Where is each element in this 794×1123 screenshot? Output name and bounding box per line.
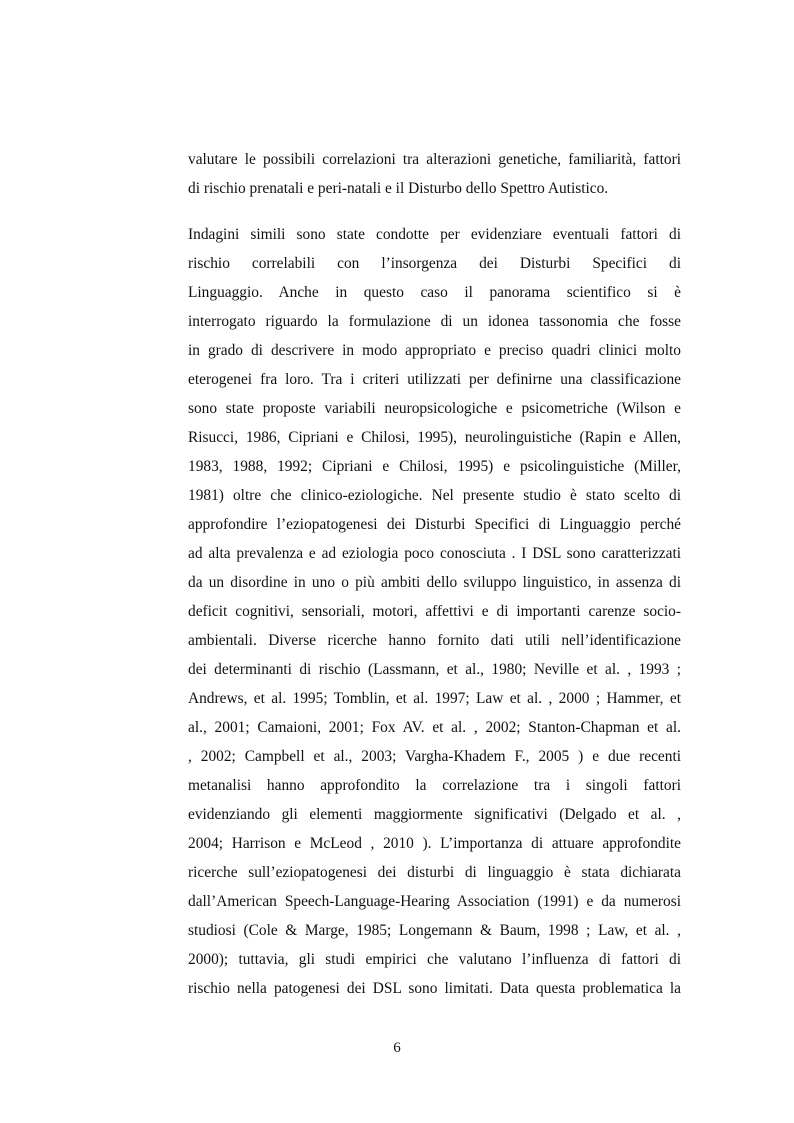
text-line: sono state proposte variabili neuropsicologiche e psicometriche (Wilson e: [188, 400, 681, 417]
text-line: dei determinanti di rischio (Lassmann, et al., 1980; Neville et al. , 1993 ;: [188, 661, 681, 678]
text-line: di rischio prenatali e peri-natali e il Disturbo dello Spettro Autistico.: [188, 180, 609, 197]
text-line: approfondire l’eziopatogenesi dei Disturbi Specifici di Linguaggio perché: [188, 516, 681, 533]
text-line: interrogato riguardo la formulazione di un idonea tassonomia che fosse: [188, 313, 681, 330]
text-line: Indagini simili sono state condotte per evidenziare eventuali fattori di: [188, 226, 681, 243]
text-line: eterogenei fra loro. Tra i criteri utilizzati per definirne una classificazione: [188, 371, 681, 388]
text-line: 2000); tuttavia, gli studi empirici che valutano l’influenza di fattori di: [188, 951, 681, 968]
text-line: 1983, 1988, 1992; Cipriani e Chilosi, 1995) e psicolinguistiche (Miller,: [188, 458, 681, 475]
text-line: valutare le possibili correlazioni tra alterazioni genetiche, familiarità, fattori: [188, 151, 681, 168]
text-line: in grado di descrivere in modo appropriato e preciso quadri clinici molto: [188, 342, 681, 359]
text-line: Linguaggio. Anche in questo caso il panorama scientifico si è: [188, 284, 681, 301]
paragraph-2: [188, 220, 681, 1003]
paragraph-1: [188, 145, 681, 203]
text-line: rischio nella patogenesi dei DSL sono limitati. Data questa problematica la: [188, 980, 681, 997]
text-line: ricerche sull’eziopatogenesi dei disturbi di linguaggio è stata dichiarata: [188, 864, 681, 881]
text-line: da un disordine in uno o più ambiti dello sviluppo linguistico, in assenza di: [188, 574, 681, 591]
text-line: 1981) oltre che clinico-eziologiche. Nel presente studio è stato scelto di: [188, 487, 681, 504]
text-line: dall’American Speech-Language-Hearing Association (1991) e da numerosi: [188, 893, 681, 910]
text-line: 2004; Harrison e McLeod , 2010 ). L’importanza di attuare approfondite: [188, 835, 681, 852]
text-line: ad alta prevalenza e ad eziologia poco conosciuta . I DSL sono caratterizzati: [188, 545, 681, 562]
text-line: evidenziando gli elementi maggiormente significativi (Delgado et al. ,: [188, 806, 681, 823]
text-line: deficit cognitivi, sensoriali, motori, affettivi e di importanti carenze socio-: [188, 603, 681, 620]
text-line: metanalisi hanno approfondito la correlazione tra i singoli fattori: [188, 777, 681, 794]
text-line: Andrews, et al. 1995; Tomblin, et al. 1997; Law et al. , 2000 ; Hammer, et: [188, 690, 681, 707]
text-line: al., 2001; Camaioni, 2001; Fox AV. et al. , 2002; Stanton-Chapman et al.: [188, 719, 681, 736]
page-number: 6: [393, 1040, 401, 1056]
text-line: studiosi (Cole & Marge, 1985; Longemann & Baum, 1998 ; Law, et al. ,: [188, 922, 681, 939]
text-line: rischio correlabili con l’insorgenza dei Disturbi Specifici di: [188, 255, 681, 272]
text-line: , 2002; Campbell et al., 2003; Vargha-Khadem F., 2005 ) e due recenti: [188, 748, 681, 765]
text-line: ambientali. Diverse ricerche hanno fornito dati utili nell’identificazione: [188, 632, 681, 649]
text-line: Risucci, 1986, Cipriani e Chilosi, 1995), neurolinguistiche (Rapin e Allen,: [188, 429, 681, 446]
